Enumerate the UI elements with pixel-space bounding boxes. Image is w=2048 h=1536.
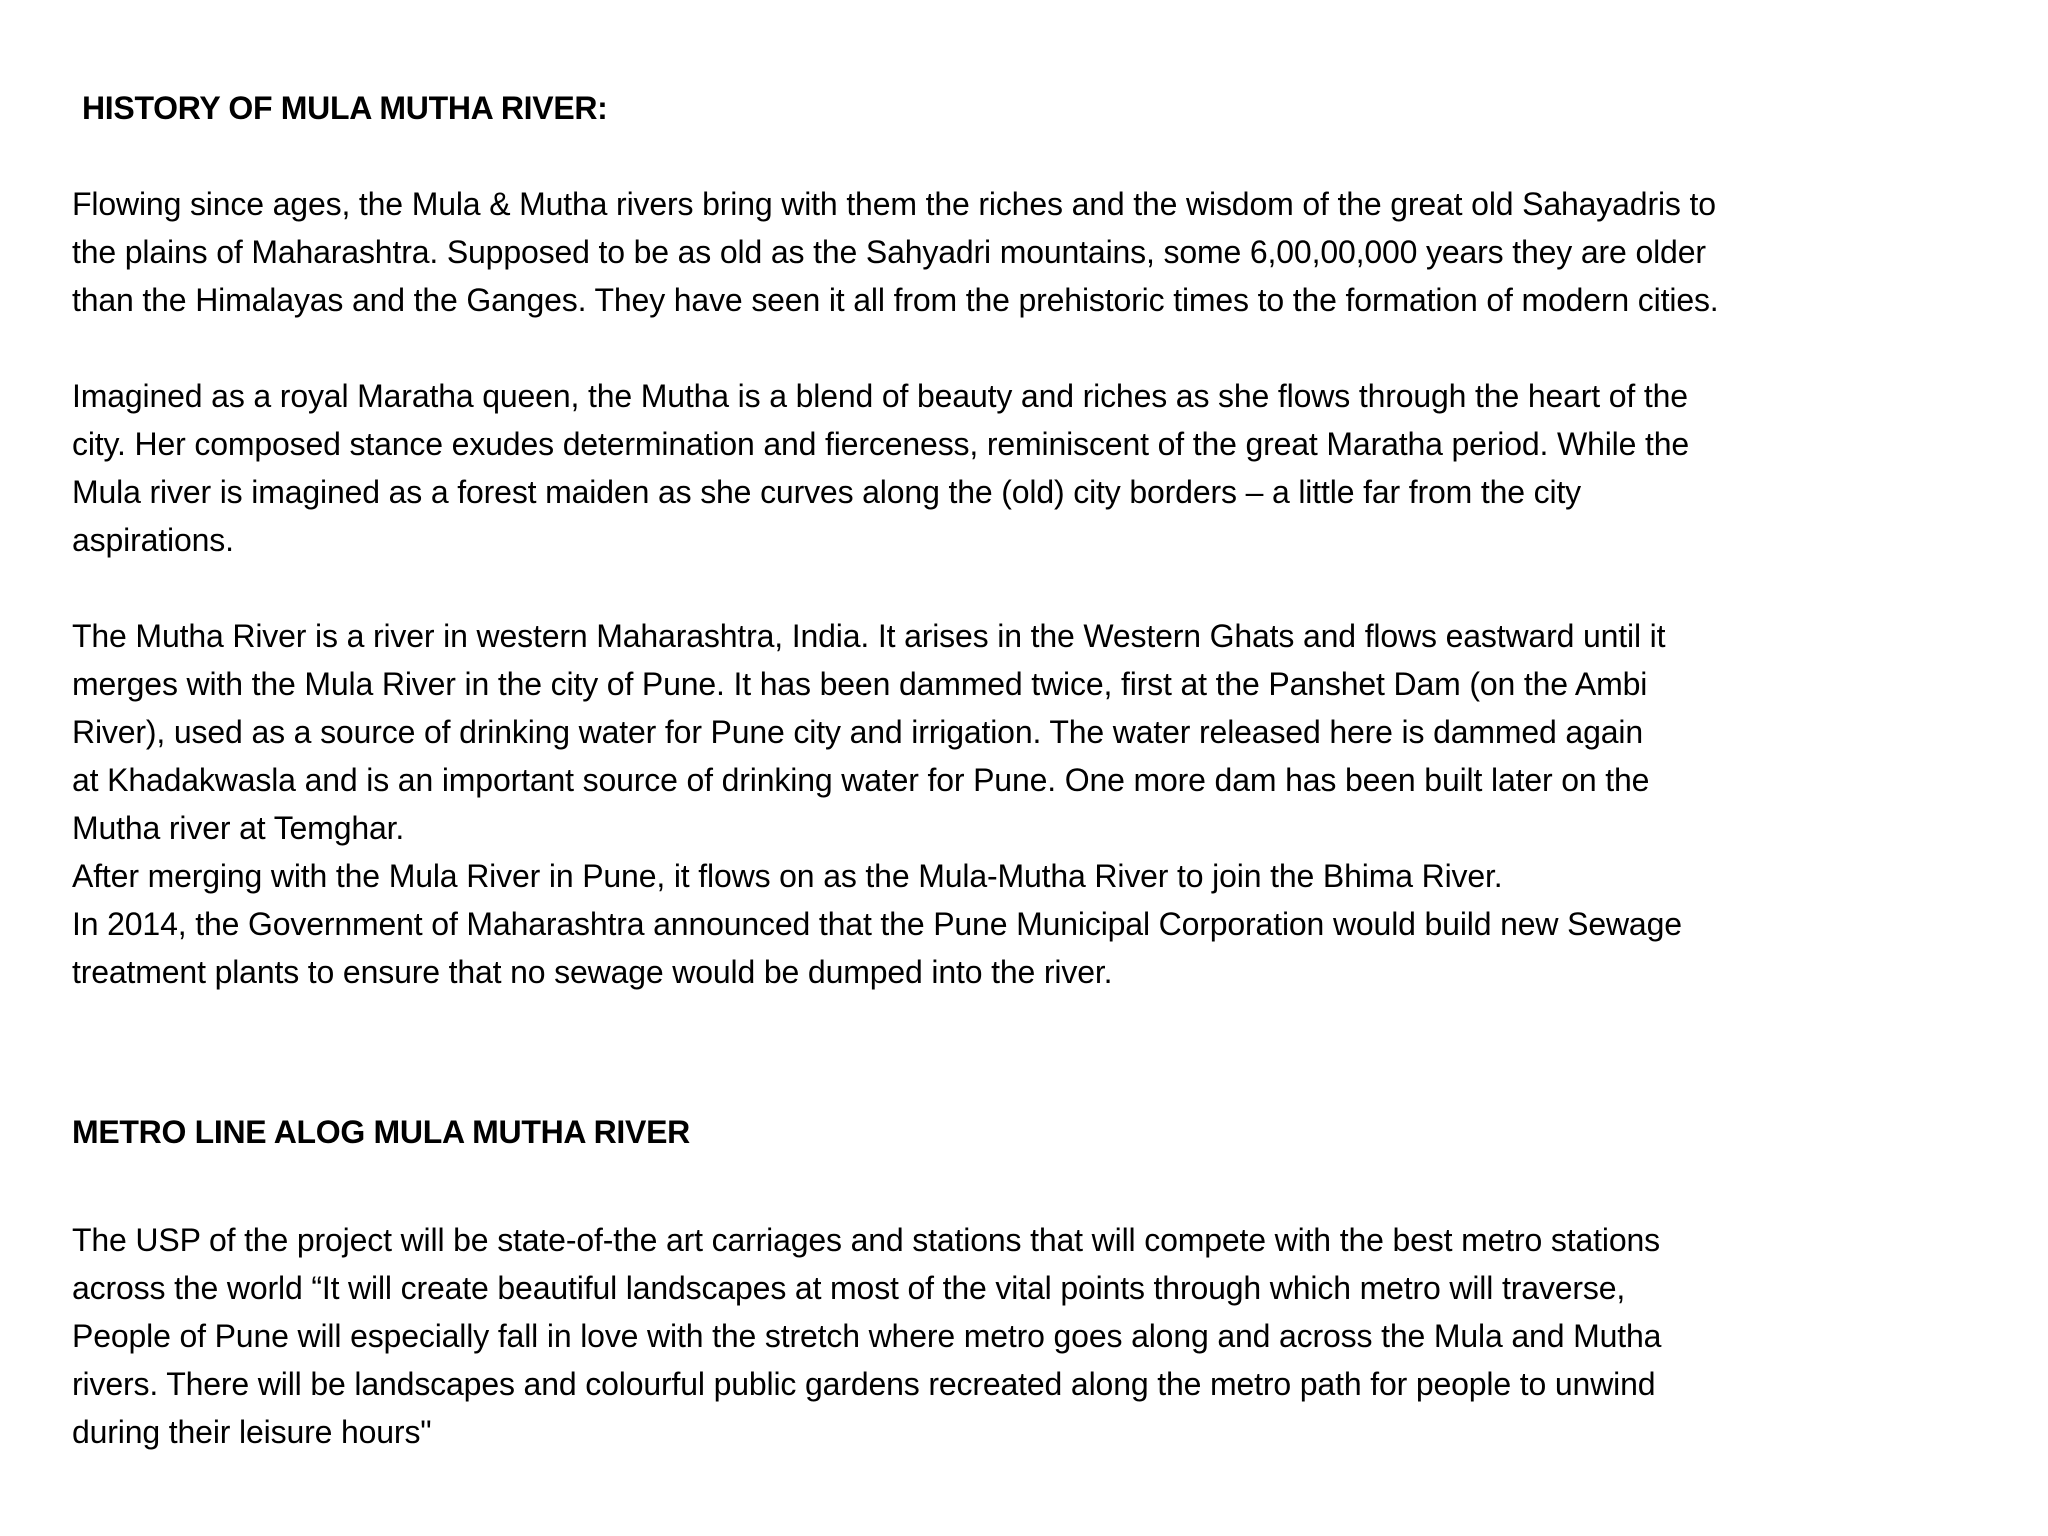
paragraph-3-line: treatment plants to ensure that no sewage would be dumped into the river. — [72, 954, 1113, 990]
paragraph-2-line: city. Her composed stance exudes determination and fierceness, reminiscent of the great Maratha period. While the — [72, 426, 1690, 462]
paragraph-1-line: Flowing since ages, the Mula & Mutha rivers bring with them the riches and the wisdom of the great old Sahayadris to — [72, 186, 1716, 222]
paragraph-3-line: at Khadakwasla and is an important source of drinking water for Pune. One more dam has been built later on the — [72, 762, 1650, 798]
paragraph-4-line: The USP of the project will be state-of-the art carriages and stations that will compete with the best metro stations — [72, 1222, 1660, 1258]
paragraph-4-line: rivers. There will be landscapes and colourful public gardens recreated along the metro path for people to unwind — [72, 1366, 1656, 1402]
paragraph-1-line: the plains of Maharashtra. Supposed to be as old as the Sahyadri mountains, some 6,00,00,000 years they are older — [72, 234, 1706, 270]
paragraph-3-line: After merging with the Mula River in Pune, it flows on as the Mula-Mutha River to join the Bhima River. — [72, 858, 1503, 894]
paragraph-3-line: The Mutha River is a river in western Maharashtra, India. It arises in the Western Ghats and flows eastward until it — [72, 618, 1666, 654]
paragraph-4-line: during their leisure hours" — [72, 1414, 432, 1450]
paragraph-2-line: aspirations. — [72, 522, 234, 558]
paragraph-3-line: In 2014, the Government of Maharashtra announced that the Pune Municipal Corporation would build new Sewage — [72, 906, 1682, 942]
paragraph-3-line: merges with the Mula River in the city of Pune. It has been dammed twice, first at the Panshet Dam (on the Ambi — [72, 666, 1648, 702]
paragraph-4-line: across the world “It will create beautiful landscapes at most of the vital points through which metro will traverse, — [72, 1270, 1626, 1306]
history-heading: HISTORY OF MULA MUTHA RIVER: — [82, 90, 608, 126]
paragraph-1-line: than the Himalayas and the Ganges. They have seen it all from the prehistoric times to the formation of modern cities. — [72, 282, 1719, 318]
paragraph-2-line: Imagined as a royal Maratha queen, the Mutha is a blend of beauty and riches as she flows through the heart of the — [72, 378, 1688, 414]
paragraph-3-line: Mutha river at Temghar. — [72, 810, 405, 846]
paragraph-4-line: People of Pune will especially fall in love with the stretch where metro goes along and across the Mula and Mutha — [72, 1318, 1662, 1354]
metro-heading: METRO LINE ALOG MULA MUTHA RIVER — [72, 1114, 690, 1150]
paragraph-2-line: Mula river is imagined as a forest maiden as she curves along the (old) city borders – a little far from the city — [72, 474, 1582, 510]
paragraph-3-line: River), used as a source of drinking water for Pune city and irrigation. The water released here is dammed again — [72, 714, 1643, 750]
